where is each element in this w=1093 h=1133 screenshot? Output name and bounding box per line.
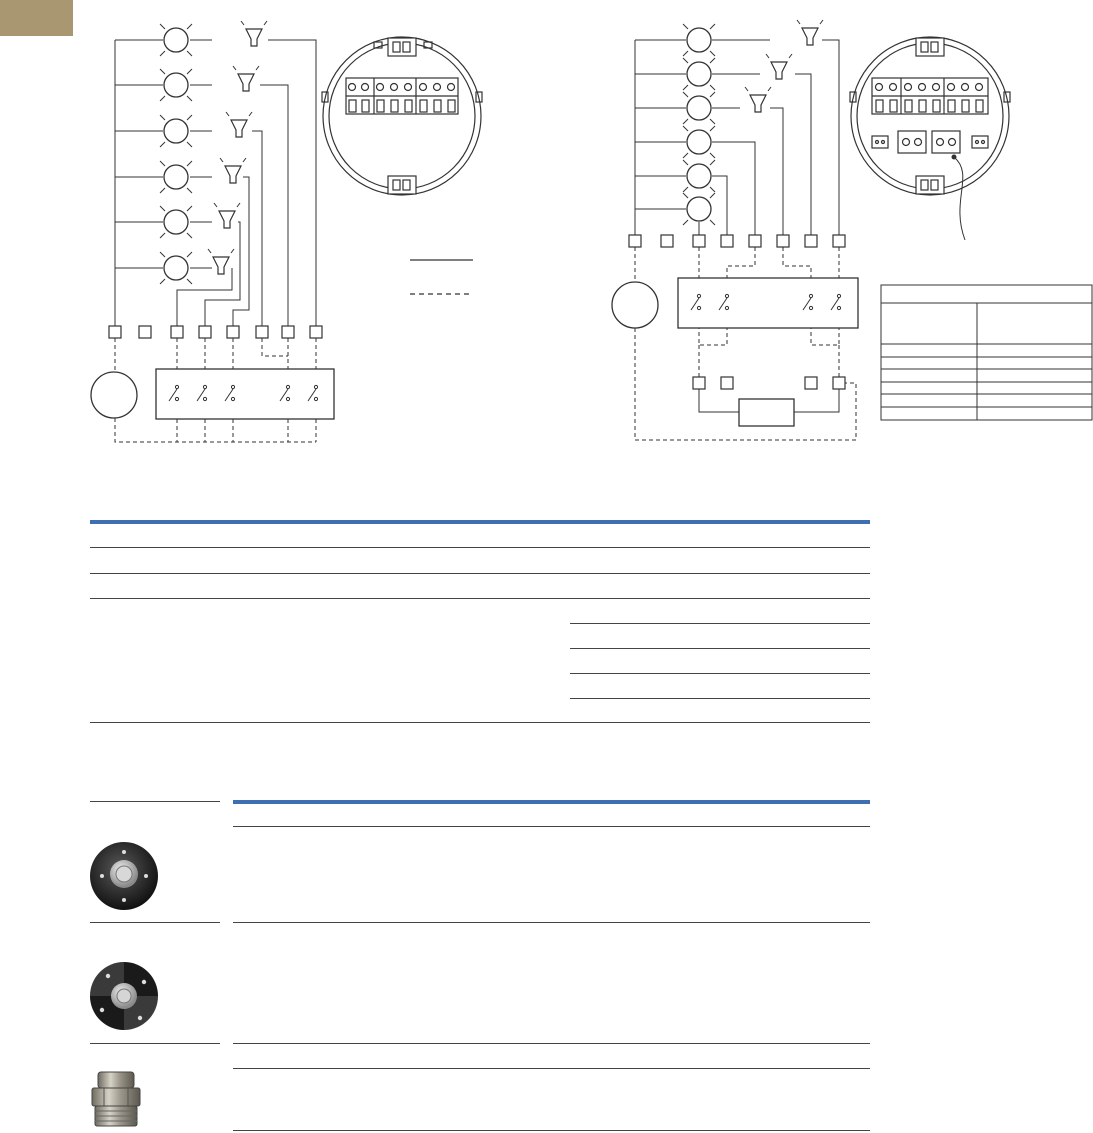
- spec-table-bottom-rule: [90, 722, 870, 723]
- spec-table-subrow-rule: [570, 673, 870, 674]
- accessories-header-rule: [233, 800, 870, 804]
- cable-gland-icon: [86, 1068, 146, 1132]
- spec-table-subrow-rule: [570, 698, 870, 699]
- accessories-image-column-rule: [90, 922, 220, 923]
- left-lamps: [160, 24, 192, 284]
- mounting-bracket-icon: [88, 960, 160, 1032]
- accessories-image-column-rule: [90, 1043, 220, 1044]
- right-enclosure: [850, 37, 1010, 195]
- spec-table-row-rule: [90, 547, 870, 548]
- accessories-row-rule: [233, 1043, 870, 1044]
- legend-table: [881, 285, 1092, 420]
- accessories-row-rule: [233, 922, 870, 923]
- accessories-image-column-rule: [90, 801, 220, 802]
- left-enclosure: [322, 37, 482, 195]
- wiring-diagrams: [0, 0, 1093, 470]
- left-relay-box: [156, 369, 334, 419]
- accessories-row-rule: [233, 1068, 870, 1069]
- accessories-row-rule: [233, 1130, 870, 1131]
- left-wiring-diagram: [115, 40, 316, 326]
- mounting-plate-icon: [88, 840, 160, 912]
- left-power-source: [91, 372, 137, 418]
- left-horns: [208, 21, 267, 274]
- spec-table-subrow-rule: [570, 623, 870, 624]
- right-lamps: [683, 24, 715, 225]
- right-power-source: [612, 282, 658, 328]
- right-relay-box: [678, 278, 858, 328]
- right-coil-box: [739, 399, 794, 426]
- accessories-row-rule: [233, 826, 870, 827]
- spec-table-subrow-rule: [570, 648, 870, 649]
- jumper-callout-line: [954, 157, 965, 240]
- spec-table-row-rule: [90, 598, 870, 599]
- right-wiring-diagram: [635, 40, 839, 235]
- left-terminals: [109, 326, 322, 338]
- spec-table-top-rule: [90, 520, 870, 524]
- spec-table-row-rule: [90, 573, 870, 574]
